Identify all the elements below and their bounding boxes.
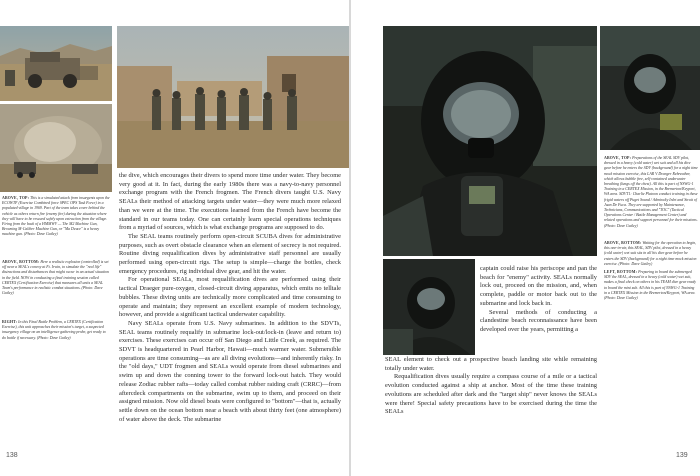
body-paragraph: For operational SEALs, most requalification dives are performed using their tactical Draeger pure-oxygen, closed-circuit diving apparatus, which emits no telltale bubbles. These diving units are technically more complicated and time consuming to operate and maintain; they represent an excellent example of modern technology, however, and provide a significant tactical underwater capability. — [119, 276, 341, 319]
photo-sdv-pilot — [600, 26, 700, 150]
caption-lead: ABOVE, BOTTOM: — [604, 241, 642, 245]
body-paragraph: Several methods of conducting a clandestine beach reconnaissance have been developed over the years, permitting a — [480, 308, 597, 333]
soldiers-village-image — [117, 26, 349, 168]
right-short-column — [480, 265, 597, 353]
caption-above-top — [604, 156, 698, 229]
page-number-left: 138 — [6, 452, 18, 459]
left-body-text — [119, 172, 341, 446]
body-paragraph: The SEAL teams routinely perform open-circuit SCUBA dives for administrative purposes, such as overt obstacle clearance when an element of secrecy is not required. Routine diving requalification dives by administrative staff personnel are usually performed using open-circuit rigs. The setup is simple—charge the bottles, check emergency procedures, rig individual dive gear, and hit the water. — [119, 232, 341, 275]
caption-text: Here a realistic explosion (controlled) is set off near a SEAL's convoy at Ft. Irwin, to simulate the "real life" distractions and disturbances that might occur in an actual situation in the field. NOW in conducting a final training session called CERTEX (Certification Exercise) that measures all units a SEAL Team's performance in realistic combat situations. (Photo: Dave Gatley) — [2, 260, 109, 296]
caption-lead: ABOVE, TOP: — [604, 156, 632, 160]
caption-left-bottom — [604, 270, 698, 301]
caption-text: This is a simulated attack from insurgents upon the ECOWTF (Exercise Combined force SPEC OPS Task Force) in a populated village in 1969. Part of the team takes cover behind the vehicle as others return fire (enemy fire) during the situation where they will have to be rescued safely upon extraction from the village. Firing from the back of a HMMWV — The M2 Machine Gun, Browning M-Caliber Machine Gun, or "Ma Deuce" is a heavy machine gun. (Photo: Dave Gatley) — [2, 196, 110, 237]
diver-surface-image — [383, 259, 475, 355]
photo-soldiers-village — [117, 26, 349, 168]
page-number-right: 139 — [676, 452, 688, 459]
caption-lead: LEFT, BOTTOM: — [604, 270, 638, 274]
photo-sdv-diver — [383, 26, 597, 256]
caption-text: Preparations of the SEAL SDV pilot, dressed in a heavy (cold water) wet suit and all his dive gear before he enters the SDV (background) for a night time mock mission exercise, this LAR V Draeger Rebreather, which allows bubble free, self-contained underwater breathing (lungs off the chest). All this is part of NSWG-1 Training in a CERTEX Mission, in the Bremerton/Keyport, WA area. SDVT1: Charlie Platoon conduct training in these frigid waters off Puget Sound / Admiralty Inlet and Strait of Juan De Fuca. They are supported by Maintenance, Technicians, Communications and "TOC" (Tactical Operations Center / Battle Management Center) and related operations and support personnel for their missions. (Photo: Dave Gatley) — [604, 156, 698, 228]
caption-lead: ABOVE, TOP: — [2, 196, 30, 200]
body-paragraph: Requalification dives usually require a compass course of a mile or a tactical evolution conducted against a ship at anchor. Most of the time these training evolutions are scheduled after dark and the "target ship" never knows the SEALs were there! Special safety precautions have to be exercised during the time the SEALs — [385, 373, 597, 416]
right-page — [351, 0, 700, 476]
caption-text: Preparing to board the submerged SDV the SEAL, dressed in a heavy (cold water) wet suit, makes a final check on others in his TEAM dive gear ready to board the mini sub. All this is part of NSWG-1 Training in a CERTEX Mission in the Bremerton/Keyport, WA area. (Photo: Dave Gatley) — [604, 270, 697, 301]
explosion-image — [0, 104, 112, 192]
sdv-diver-image — [383, 26, 597, 256]
photo-diver-surface — [383, 259, 475, 355]
caption-lead: RIGHT: — [2, 320, 18, 324]
photo-desert-vehicle — [0, 26, 112, 101]
caption-above-bottom — [604, 241, 698, 267]
caption-above-bottom — [2, 260, 110, 296]
caption-text: Waiting for the operation to begin, this one-in-air, this SEAL, SDV pilot, dressed in a heavy (cold water) wet suit sits in all his dive gear before he enters the SDV (background) for a night time mock mission exercise. (Photo: Dave Gatley) — [604, 241, 697, 266]
photo-explosion — [0, 104, 112, 192]
caption-right — [2, 320, 110, 341]
right-body-text — [385, 356, 597, 448]
body-paragraph: captain could raise his periscope and pan the beach for "enemy" activity. SEALs normally lock out, proceed on the mission, and, when complete, paddle or motor back out to the submarine and lock back in. — [480, 265, 597, 307]
sdv-pilot-image — [600, 26, 700, 150]
caption-lead: ABOVE, BOTTOM: — [2, 260, 40, 264]
body-paragraph: the dive, which encourages their divers to spend more time under water. They become very good at it. In fact, during the early 1980s there was a navy-to-navy personnel exchange program with the French frogmen. The French divers taught U.S. Navy SEALs their method of attacking targets under water—they were much more relaxed than we were at the time. The executions learned from the French have become the standard in our teams today. One can certainly learn special operations techniques from a myriad of sources, which is what exchange programs are supposed to do. — [119, 172, 341, 232]
caption-text: In this Final Battle Problem, a CERTEX (Certification Exercise), this unit approaches their mission's target, a suspected insurgency village on an intelligence gathering probe, get ready to do battle if necessary. (Photo: Dave Gatley) — [2, 320, 106, 340]
caption-above-top — [2, 196, 110, 238]
body-paragraph: Navy SEALs operate from U.S. Navy submarines. In addition to the SDVTs, SEAL teams routinely requalify in submarine lock-out/lock-in (leave and return to) exercises. These exercises can occur off San Diego and Little Creek, as required. The SDVT is headquartered in Pearl Harbor, Hawaii—much warmer water. Submersible operations are time consuming—as are all diving evolutions—and inherently risky. In the "old days," UDT frogmen and SEALs would operate from diesel submarines and swim up and down the conning tower to the forward lock-out hatch. They would release Zodiac rubber rafts—today called combat rubber raiding craft (CRRC)—from aftercdeck compartments on the submarine, swim up to them, and proceed on their assigned mission. Now old diesel boats were configured to "bottom"—that is, actually settle down on the ocean bottom near a beach with about thirty feet (one atmosphere) of water above the deck. The submarine — [119, 319, 341, 423]
left-page — [0, 0, 349, 476]
desert-vehicle-image — [0, 26, 112, 101]
body-paragraph: SEAL element to check out a prospective beach landing site while remaining totally under water. — [385, 356, 597, 372]
